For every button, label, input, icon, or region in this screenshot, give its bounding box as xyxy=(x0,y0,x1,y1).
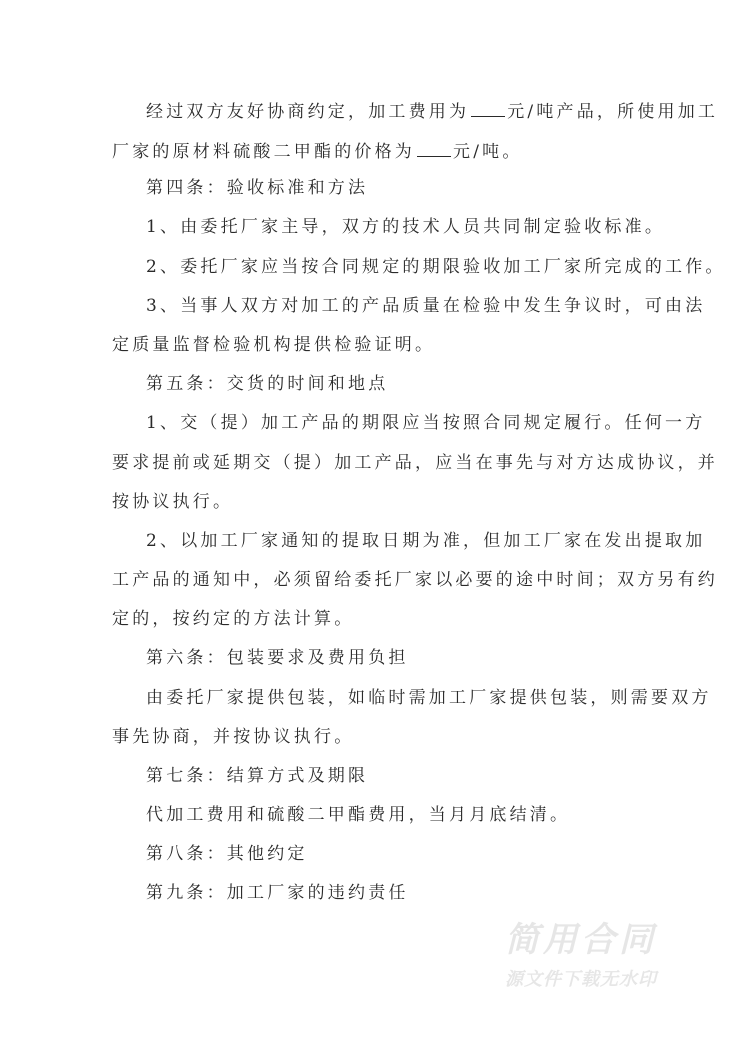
price-paragraph-line-1 xyxy=(146,100,718,123)
watermark xyxy=(505,920,705,992)
article-5-heading: 第五条：交货的时间和地点 xyxy=(146,374,389,394)
article-5-item-2-line-2: 工产品的通知中，必须留给委托厂家以必要的途中时间；双方另有约 xyxy=(112,570,718,590)
article-9-heading: 第九条：加工厂家的违约责任 xyxy=(146,883,409,903)
article-6-body-line-1: 由委托厂家提供包装，如临时需加工厂家提供包装，则需要双方 xyxy=(146,688,712,708)
text-segment: 经过双方友好协商约定，加工费用为 xyxy=(146,102,470,122)
article-5-item-2-line-3: 定的，按约定的方法计算。 xyxy=(112,609,355,629)
article-4-item-3-line-1: 3、当事人双方对加工的产品质量在检验中发生争议时，可由法 xyxy=(146,296,706,316)
watermark-title: 简用合同 xyxy=(505,920,657,960)
article-4-item-3-line-2: 定质量监督检验机构提供检验证明。 xyxy=(112,335,436,355)
blank-field-material-price xyxy=(417,140,451,157)
text-segment: 元/吨产品，所使用加工 xyxy=(507,102,719,122)
price-paragraph-line-2 xyxy=(112,140,523,163)
article-6-body-line-2: 事先协商，并按协议执行。 xyxy=(112,727,355,747)
article-4-item-1: 1、由委托厂家主导，双方的技术人员共同制定验收标准。 xyxy=(146,217,666,237)
article-4-item-2: 2、委托厂家应当按合同规定的期限验收加工厂家所完成的工作。 xyxy=(146,257,726,277)
article-6-heading: 第六条：包装要求及费用负担 xyxy=(146,648,409,668)
blank-field-processing-fee xyxy=(471,100,505,117)
article-5-item-1-line-2: 要求提前或延期交（提）加工产品，应当在事先与对方达成协议，并 xyxy=(112,453,718,473)
text-segment: 厂家的原材料硫酸二甲酯的价格为 xyxy=(112,142,415,162)
article-8-heading: 第八条：其他约定 xyxy=(146,844,308,864)
article-7-heading: 第七条：结算方式及期限 xyxy=(146,766,369,786)
article-7-body: 代加工费用和硫酸二甲酯费用，当月月底结清。 xyxy=(146,805,571,825)
article-5-item-2-line-1: 2、以加工厂家通知的提取日期为准，但加工厂家在发出提取加 xyxy=(146,531,706,551)
article-4-heading: 第四条：验收标准和方法 xyxy=(146,178,369,198)
article-5-item-1-line-1: 1、交（提）加工产品的期限应当按照合同规定履行。任何一方 xyxy=(146,413,706,433)
watermark-subtitle: 源文件下载无水印 xyxy=(505,969,657,990)
article-5-item-1-line-3: 按协议执行。 xyxy=(112,492,234,512)
text-segment: 元/吨。 xyxy=(453,142,523,162)
